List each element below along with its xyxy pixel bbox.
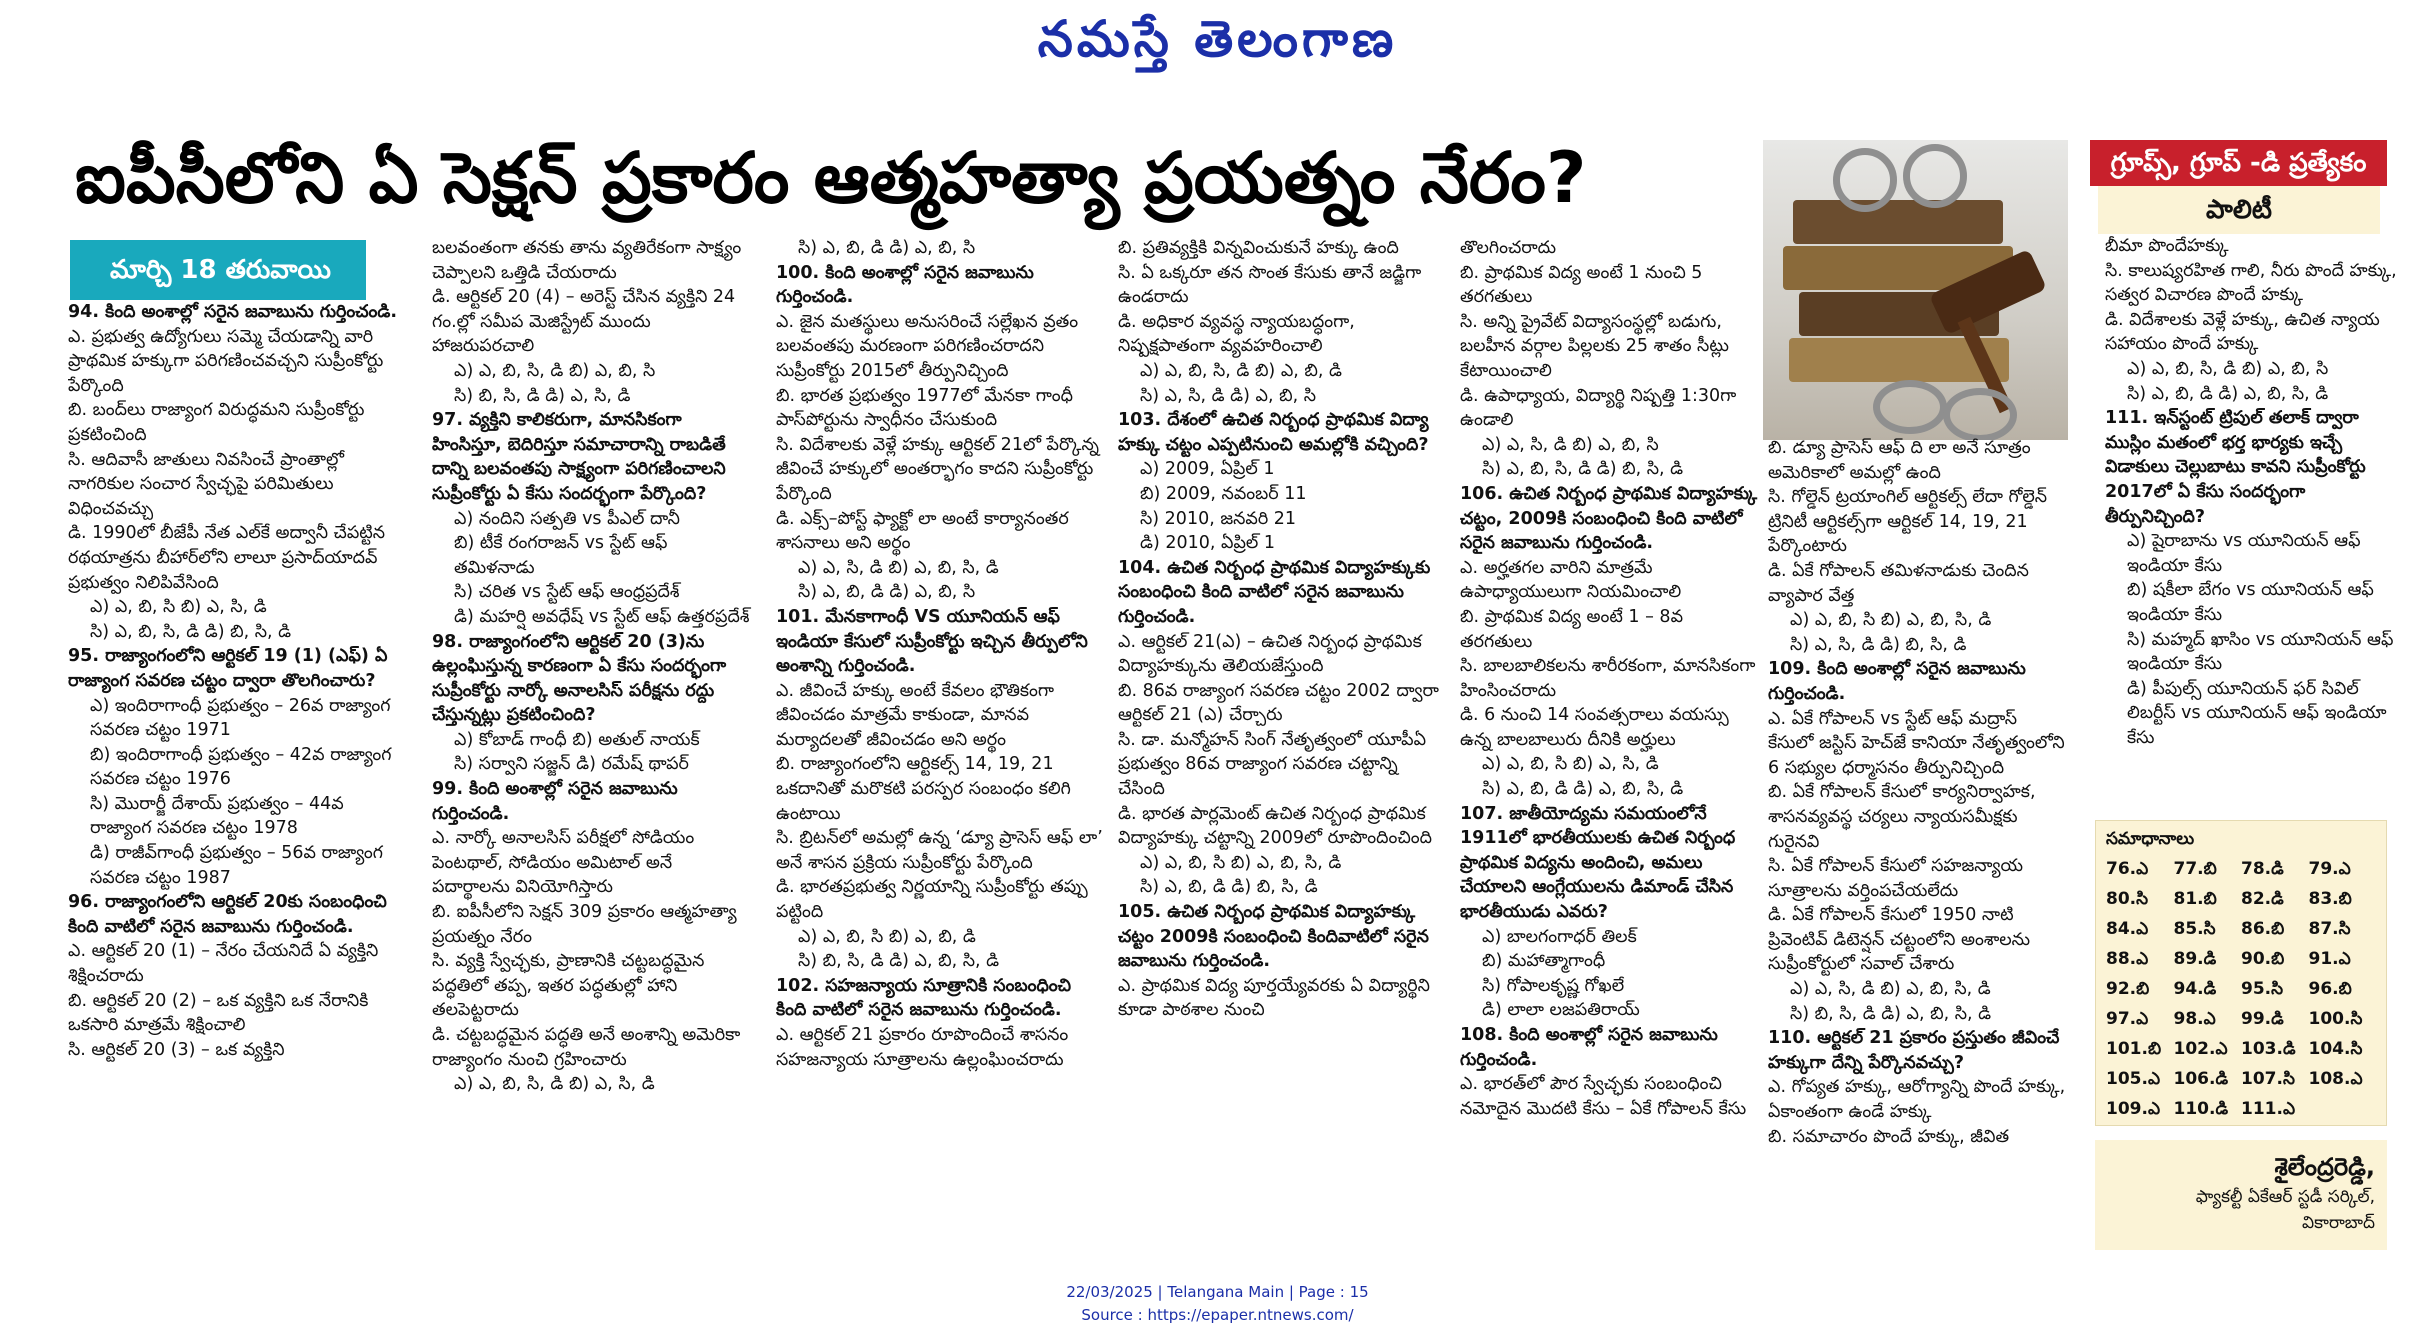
answer-option: సి) బి, సి, డి డి) ఎ, బి, సి, డి (1790, 1003, 1992, 1024)
article-headline: ఐపీసీలోని ఏ సెక్షన్ ప్రకారం ఆత్మహత్యా ప్రయత్నం నేరం? (75, 137, 1587, 219)
answer-option: సి) ఎ, సి, డి డి) బి, సి, డి (1790, 634, 1967, 655)
statement-text: బి. రాజ్యాంగంలోని ఆర్టికల్స్ 14, 19, 21 ఒకదానితో మరొకటి పరస్పర సంబంధం కలిగి ఉంటాయి (776, 754, 1071, 824)
answer-option: ఎ) ఎ, బి, సి బి) ఎ, బి, సి, డి (1790, 610, 1992, 631)
answer-key-item (2309, 1099, 2377, 1123)
answer-key-item: 78.డి (2241, 859, 2284, 879)
answer-key-item: 104.సి (2308, 1039, 2363, 1059)
statement-text: డి. చట్టబద్ధమైన పద్ధతి అనే అంశాన్ని అమెరికా రాజ్యాంగం నుంచి గ్రహించారు (432, 1025, 741, 1070)
answer-key-item: 83.బి (2308, 889, 2352, 909)
answer-key-item: 109.ఎ (2106, 1099, 2161, 1119)
answer-key-item: 111.ఎ (2241, 1099, 2296, 1119)
statement-text: బి. భారత ప్రభుత్వం 1977లో మేనకా గాంధీ పాస్‌పోర్టును స్వాధీనం చేసుకుంది (776, 385, 1073, 431)
question-text: 102. సహజన్యాయ సూత్రానికి సంబంధించి కింది వాటిలో సరైన జవాబును గుర్తించండి. (776, 975, 1072, 1021)
statement-text: సి. ఏకే గోపాలన్ కేసులో సహజన్యాయ సూత్రాలను వర్తింపచేయలేదు (1768, 856, 2023, 901)
statement-text: ఎ. ప్రభుత్వ ఉద్యోగులు సమ్మె చేయడాన్ని వారి ప్రాథమిక హక్కుగా పరిగణించవచ్చని సుప్రీంకోర్టు పేర్కొంది (68, 326, 384, 396)
statement-text: డి. 6 నుంచి 14 సంవత్సరాలు వయస్సు ఉన్న బాలబాలురు దీనికి అర్హులు (1460, 705, 1729, 750)
statement-text: ఎ. ఆర్టికల్ 21(ఎ) – ఉచిత నిర్బంధ ప్రాథమిక విద్యాహక్కును తెలియజేస్తుంది (1118, 631, 1422, 677)
question-text: 105. ఉచిత నిర్బంధ ప్రాథమిక విద్యాహక్కు చట్టం 2009కి సంబంధించి కిందివాటిలో సరైన జవాబును గుర్తించండి. (1118, 902, 1429, 972)
statement-text: ఎ. ఆర్టికల్ 20 (1) – నేరం చేయనిదే ఏ వ్యక్తిని శిక్షించరాదు (68, 941, 379, 987)
answer-option: ఎ) షైరాబాను vs యూనియన్ ఆఫ్ ఇండియా కేసు (2127, 531, 2361, 576)
answer-option: సి) బి, సి, డి డి) ఎ, బి, సి, డి (798, 951, 1000, 972)
question-text: 95. రాజ్యాంగంలోని ఆర్టికల్ 19 (1) (ఎఫ్) ఏ రాజ్యాంగ సవరణ చట్టం ద్వారా తొలగించారు? (68, 646, 388, 691)
answer-key-item: 90.బి (2241, 949, 2285, 969)
statement-text: బి. ప్రాథమిక విద్య అంటే 1 నుంచి 5 తరగతులు (1460, 262, 1703, 308)
answer-key-item: 98.ఎ (2173, 1009, 2216, 1029)
statement-text: బి. ఐపీసీలోని సెక్షన్ 309 ప్రకారం ఆత్మహత్యా ప్రయత్నం నేరం (432, 902, 737, 947)
answer-key-item: 94.డి (2173, 979, 2217, 999)
answer-option: డి) 2010, ఏప్రిల్ 1 (1140, 533, 1275, 554)
answer-option: సి) ఎ, బి, సి, డి డి) బి, సి, డి (1482, 459, 1684, 480)
answer-key-item: 101.బి (2106, 1039, 2162, 1059)
answer-option: ఎ) ఎ, బి, సి బి) ఎ, సి, డి (1482, 754, 1659, 775)
statement-text: సి. బ్రిటన్‌లో అమల్లో ఉన్న ‘డ్యూ ప్రాసెస్ ఆఫ్ లా’ అనే శాసన ప్రక్రియ సుప్రీంకోర్టు పేర్కొంది (776, 828, 1103, 873)
statement-text: డి. అధికార వ్యవస్థ న్యాయబద్ధంగా, నిష్పక్షపాతంగా వ్యవహరించాలి (1118, 311, 1355, 357)
answer-option: ఎ) ఎ, బి, సి, డి బి) ఎ, బి, సి (2127, 358, 2329, 379)
answer-option: సి) ఎ, బి, డి డి) ఎ, బి, సి (798, 582, 976, 603)
statement-text: డి. ఎక్స్–పోస్ట్ ఫ్యాక్టో లా అంటే కార్యానంతర శాసనాలు అని అర్థం (776, 508, 1069, 554)
answer-option: సి) ఎ, బి, డి డి) ఎ, బి, సి, డి (1482, 779, 1684, 800)
answer-option: ఎ) ఎ, బి, సి బి) ఎ, బి, డి (798, 926, 976, 947)
statement-text: డి. భారత పార్లమెంట్ ఉచిత నిర్బంధ ప్రాథమిక విద్యాహక్కు చట్టాన్ని 2009లో రూపొందించింది (1118, 803, 1433, 849)
handcuff-shape (1873, 380, 1947, 434)
article-column-2 (432, 236, 752, 1300)
answer-key-item: 79.ఎ (2308, 859, 2351, 879)
statement-text: సి. డా. మన్మోహన్ సింగ్ నేతృత్వంలో యూపీఏ ప్రభుత్వం 86వ రాజ్యాంగ సవరణ చట్టాన్ని చేసింది (1118, 729, 1427, 800)
article-column-6 (1768, 436, 2068, 1300)
answer-option: డి) మహర్షి అవధేష్ vs స్టేట్ ఆఫ్ ఉత్తరప్రదేశ్ (454, 606, 750, 627)
answers-title: సమాధానాలు (2106, 829, 2195, 849)
statement-text: ఎ. ఏకే గోపాలన్ vs స్టేట్ ఆఫ్ మద్రాస్ కేసులో జస్టిస్ హెచ్‌జే కానియా నేతృత్వంలోని 6 సభ్యుల ధర్మాసనం తీర్పునిచ్చింది (1768, 708, 2065, 778)
author-location: వికారాబాద్ (2302, 1213, 2375, 1233)
statement-text: బి. బంద్‌లు రాజ్యాంగ విరుద్ధమని సుప్రీంకోర్టు ప్రకటించింది (68, 400, 365, 445)
answers-box (2095, 820, 2387, 1126)
answer-key-item: 92.బి (2106, 979, 2150, 999)
answer-option: బి) షకీలా బేగం vs యూనియన్ ఆఫ్ ఇండియా కేసు (2127, 580, 2374, 625)
answer-option: ఎ) కోబాడ్ గాంధీ బి) అతుల్ నాయక్ (454, 729, 700, 750)
question-text: 106. ఉచిత నిర్బంధ ప్రాథమిక విద్యాహక్కు చట్టం, 2009కి సంబంధించి కింది వాటిలో సరైన జవాబును గుర్తించండి. (1460, 483, 1758, 554)
statement-text: బి. ప్రతివ్యక్తికి విన్నవించుకునే హక్కు ఉంది (1118, 238, 1399, 258)
answers-grid (2106, 859, 2376, 1123)
answer-option: బి) టీకే రంగరాజన్ vs స్టేట్ ఆఫ్ తమిళనాడు (454, 533, 668, 578)
author-role: ఫ్యాకల్టీ ఏకేఆర్ స్టడీ సర్కిల్, (2195, 1187, 2375, 1207)
statement-text: ఎ. గోప్యత హక్కు, ఆరోగ్యాన్ని పొందే హక్కు, ఏకాంతంగా ఉండే హక్కు (1768, 1077, 2066, 1123)
answer-option: ఎ) ఎ, సి, డి బి) ఎ, బి, సి, డి (798, 557, 999, 578)
author-box (2095, 1140, 2387, 1250)
statement-text: బలవంతంగా తనకు తాను వ్యతిరేకంగా సాక్ష్యం చెప్పాలని ఒత్తిడి చేయరాదు (432, 238, 742, 283)
question-text: 97. వ్యక్తిని కాలికరుగా, మానసికంగా హింసిస్తూ, బెదిరిస్తూ సమాచారాన్ని రాబడితే దాన్ని బలవంతపు సాక్ష్యంగా పరిగణించాలని సుప్రీంకోర్టు ఏ కేసు సందర్భంగా పేర్కొంది? (432, 410, 726, 504)
article-column-1 (68, 300, 398, 1300)
footer-source: Source : https://epaper.ntnews.com/ (1081, 1306, 1354, 1324)
answer-key-item: 82.డి (2241, 889, 2284, 909)
footer-dateline: 22/03/2025 | Telangana Main | Page : 15 (1066, 1283, 1369, 1301)
question-text: 111. ఇన్‌స్టంట్ ట్రిపుల్ తలాక్ ద్వారా ముస్లిం మతంలో భర్త భార్యకు ఇచ్చే విడాకులు చెల్లుబాటు కావని సుప్రీంకోర్టు 2017లో ఏ కేసు సందర్భంగా తీర్పునిచ్చింది? (2105, 408, 2366, 527)
statement-text: సి. వ్యక్తి స్వేచ్ఛకు, ప్రాణానికి చట్టబద్ధమైన పద్ధతిలో తప్ప, ఇతర పద్ధతుల్లో హాని తలపెట్టరాదు (432, 951, 705, 1021)
handcuff-shape (1903, 144, 1967, 208)
statement-text: సి. గోల్డెన్ ట్రయాంగిల్ ఆర్టికల్స్ లేదా గోల్డెన్ ట్రినిటీ ఆర్టికల్స్‌గా ఆర్టికల్ 14, 19, 21 పేర్కొంటారు (1768, 487, 2048, 557)
question-text: 108. కింది అంశాల్లో సరైన జవాబును గుర్తించండి. (1460, 1025, 1718, 1070)
article-column-5 (1460, 236, 1760, 1300)
statement-text: బి. ఏకే గోపాలన్ కేసులో కార్యనిర్వాహక, శాసనవ్యవస్థ చర్యలు న్యాయసమీక్షకు గురైనవి (1768, 782, 2036, 852)
newspaper-masthead: నమస్తే తెలంగాణ (1037, 9, 1398, 68)
answer-key-item: 106.డి (2173, 1069, 2229, 1089)
statement-text: బీమా పొందేహక్కు (2105, 236, 2229, 256)
statement-text: డి. ఏకే గోపాలన్ కేసులో 1950 నాటి ప్రివెంటివ్ డిటెన్షన్ చట్టంలోని అంశాలను సుప్రీంకోర్టులో సవాల్ చేశారు (1768, 905, 2031, 975)
statement-text: సి. విదేశాలకు వెళ్లే హక్కు ఆర్టికల్ 21లో పేర్కొన్న జీవించే హక్కులో అంతర్భాగం కాదని సుప్రీంకోర్టు పేర్కొంది (776, 434, 1099, 504)
answer-key-item: 95.సి (2241, 979, 2284, 999)
answer-key-item: 77.బి (2173, 859, 2217, 879)
book-shape (1793, 200, 2003, 244)
statement-text: సి. బాలబాలికలను శారీరకంగా, మానసికంగా హింసించరాదు (1460, 656, 1756, 701)
answer-option: సి) సర్వాని సజ్జన్ డి) రమేష్ థాపర్ (454, 754, 689, 775)
statement-text: డి. భారతప్రభుత్వ నిర్ణయాన్ని సుప్రీంకోర్టు తప్పు పట్టింది (776, 877, 1088, 923)
answer-option: ఎ) ఎ, బి, సి, డి బి) ఎ, బి, డి (1140, 360, 1342, 381)
answer-option: సి) ఎ, బి, డి డి) ఎ, బి, సి, డి (2127, 383, 2329, 404)
statement-text: సి. అన్ని ప్రైవేట్ విద్యాసంస్థల్లో బడుగు, బలహీన వర్గాల పిల్లలకు 25 శాతం సీట్లు కేటాయించాలి (1460, 311, 1729, 381)
answer-key-item: 110.డి (2173, 1099, 2229, 1119)
question-text: 104. ఉచిత నిర్బంధ ప్రాథమిక విద్యాహక్కుకు సంబంధించి కింది వాటిలో సరైన జవాబును గుర్తించండి. (1118, 557, 1431, 627)
question-text: 101. మేనకాగాంధీ VS యూనియన్ ఆఫ్ ఇండియా కేసులో సుప్రీంకోర్టు ఇచ్చిన తీర్పులోని అంశాన్ని గుర్తించండి. (776, 606, 1088, 677)
statement-text: తొలగించరాదు (1460, 238, 1557, 258)
answer-key-item: 103.డి (2241, 1039, 2296, 1059)
answer-option: డి) లాలా లజపతిరాయ్ (1482, 1000, 1640, 1021)
answer-option: ఎ) ఎ, బి, సి బి) ఎ, సి, డి (90, 597, 267, 618)
section-tag: మార్చి 18 తరువాయి (70, 240, 366, 300)
statement-text: సి. ఆర్టికల్ 20 (3) – ఒక వ్యక్తిని (68, 1039, 285, 1060)
statement-text: బి. ప్రాథమిక విద్య అంటే 1 – 8వ తరగతులు (1460, 606, 1684, 652)
answer-option: సి) మహ్మద్ ఖాసిం vs యూనియన్ ఆఫ్ ఇండియా కేసు (2127, 629, 2394, 675)
answer-option: ఎ) ఇందిరాగాంధీ ప్రభుత్వం – 26వ రాజ్యాంగ సవరణ చట్టం 1971 (90, 695, 391, 741)
answer-key-item: 107.సి (2241, 1069, 2295, 1089)
answer-key-item: 86.బి (2241, 919, 2285, 939)
answer-option: సి) ఎ, బి, డి డి) బి, సి, డి (1140, 877, 1318, 898)
question-text: 103. దేశంలో ఉచిత నిర్బంధ ప్రాథమిక విద్యా హక్కు చట్టం ఎప్పటినుంచి అమల్లోకి వచ్చింది? (1118, 410, 1429, 455)
statement-text: డి. విదేశాలకు వెళ్లే హక్కు, ఉచిత న్యాయ సహాయం పొందే హక్కు (2105, 309, 2380, 355)
question-text: 99. కింది అంశాల్లో సరైన జవాబును గుర్తించండి. (432, 779, 678, 824)
answer-option: సి) 2010, జనవరి 21 (1140, 508, 1297, 529)
author-name: శైలేంద్రరెడ్డి, (2274, 1153, 2375, 1181)
answer-option: సి) గోపాలకృష్ణ గోఖలే (1482, 975, 1625, 996)
answer-key-item: 100.సి (2308, 1009, 2363, 1029)
answer-option: బి) మహాత్మాగాంధీ (1482, 951, 1606, 972)
statement-text: డి. 1990లో బీజేపీ నేత ఎల్‌కే అద్వానీ చేపట్టిన రథయాత్రను బీహార్‌లోని లాలూ ప్రసాద్‌యాదవ్ ప్రభుత్వం నిలిపివేసింది (68, 523, 386, 593)
answer-option: ఎ) ఎ, బి, సి, డి బి) ఎ, సి, డి (454, 1074, 655, 1095)
answer-option: సి) బి, సి, డి డి) ఎ, సి, డి (454, 385, 631, 406)
answer-option: సి) చరిత vs స్టేట్ ఆఫ్ ఆంధ్రప్రదేశ్ (454, 582, 680, 603)
question-text: 94. కింది అంశాల్లో సరైన జవాబును గుర్తించండి. (68, 302, 398, 322)
answer-key-item: 88.ఎ (2106, 949, 2149, 969)
statement-text: డి. ఏకే గోపాలన్ తమిళనాడుకు చెందిన వ్యాపార వేత్త (1768, 560, 2029, 606)
answer-key-item: 99.డి (2241, 1009, 2284, 1029)
handcuff-shape (1833, 148, 1897, 212)
statement-text: సి. ఏ ఒక్కరూ తన సొంత కేసుకు తానే జడ్జిగా ఉండరాదు (1118, 262, 1422, 308)
article-column-7 (2105, 234, 2405, 774)
answer-option: ఎ) ఎ, బి, సి బి) ఎ, బి, సి, డి (1140, 852, 1342, 873)
question-text: 100. కింది అంశాల్లో సరైన జవాబును గుర్తించండి. (776, 262, 1034, 308)
statement-text: ఎ. ప్రాథమిక విద్య పూర్తయ్యేవరకు ఏ విద్యార్థిని కూడా పాఠశాల నుంచి (1118, 975, 1430, 1021)
statement-text: డి. ఆర్టికల్ 20 (4) – అరెస్ట్ చేసిన వ్యక్తిని 24 గం.ల్లో సమీప మెజిస్ట్రేట్ ముందు హాజరుపరచాలి (432, 287, 736, 357)
statement-text: సి. ఆదివాసీ జాతులు నివసించే ప్రాంతాల్లో నాగరికుల సంచార స్వేచ్ఛపై పరిమితులు విధించవచ్చు (68, 449, 344, 519)
statement-text: ఎ. అర్హతగల వారిని మాత్రమే ఉపాధ్యాయులుగా నియమించాలి (1460, 557, 1682, 603)
answer-key-item: 97.ఎ (2106, 1009, 2149, 1029)
question-text: 109. కింది అంశాల్లో సరైన జవాబును గుర్తించండి. (1768, 659, 2026, 704)
answer-key-item: 91.ఎ (2308, 949, 2351, 969)
statement-text: బి. ఆర్టికల్ 20 (2) – ఒక వ్యక్తిని ఒక నేరానికి ఒకసారి మాత్రమే శిక్షించాలి (68, 990, 369, 1036)
answer-option: సి) మొరార్జీ దేశాయ్ ప్రభుత్వం – 44వ రాజ్యాంగ సవరణ చట్టం 1978 (90, 793, 344, 839)
answer-key-item: 96.బి (2308, 979, 2352, 999)
page-footer (0, 1281, 2435, 1331)
statement-text: ఎ. ఆర్టికల్ 21 ప్రకారం రూపొందించే శాసనం సహజన్యాయ సూత్రాలను ఉల్లంఘించరాదు (776, 1025, 1069, 1070)
article-column-4 (1118, 236, 1448, 1300)
answer-option: బి) ఇందిరాగాంధీ ప్రభుత్వం – 42వ రాజ్యాంగ సవరణ చట్టం 1976 (90, 744, 392, 790)
handcuff-shape (1943, 388, 2017, 440)
answer-option: సి) ఎ, సి, డి డి) ఎ, బి, సి (1140, 385, 1316, 406)
answer-option: ఎ) 2009, ఏప్రిల్ 1 (1140, 459, 1275, 480)
answer-key-item: 105.ఎ (2106, 1069, 2161, 1089)
answer-option: డి) రాజీవ్‌గాంధీ ప్రభుత్వం – 56వ రాజ్యాంగ సవరణ చట్టం 1987 (90, 843, 383, 888)
answer-key-item: 81.బి (2173, 889, 2217, 909)
answer-option: బి) 2009, నవంబర్ 11 (1140, 483, 1307, 504)
law-books-gavel-photo (1763, 140, 2068, 440)
answer-option: డి) పీపుల్స్ యూనియన్ ఫర్ సివిల్ లిబర్టీస్ vs యూనియన్ ఆఫ్ ఇండియా కేసు (2127, 678, 2387, 748)
subject-header: పాలిటీ (2098, 186, 2380, 234)
statement-text: డి. ఉపాధ్యాయ, విద్యార్థి నిష్పత్తి 1:30గా ఉండాలి (1460, 385, 1737, 431)
statement-text: సి. కాలుష్యరహిత గాలి, నీరు పొందే హక్కు, సత్వర విచారణ పొందే హక్కు (2105, 260, 2397, 306)
answer-key-item: 87.సి (2308, 919, 2351, 939)
question-text: 110. ఆర్టికల్ 21 ప్రకారం ప్రస్తుతం జీవించే హక్కుగా దేన్ని పేర్కొనవచ్చు? (1768, 1028, 2060, 1073)
statement-text: బి. డ్యూ ప్రాసెస్ ఆఫ్ ది లా అనే సూత్రం అమెరికాలో అమల్లో ఉంది (1768, 438, 2031, 483)
question-text: 107. జాతీయోద్యమ సమయంలోనే 1911లో భారతీయులకు ఉచిత నిర్బంధ ప్రాథమిక విద్యను అందించి, అమలు చేయాలని ఆంగ్లేయులను డిమాండ్ చేసిన భారతీయుడు ఎవరు? (1460, 803, 1736, 923)
answer-option: సి) ఎ, బి, డి డి) ఎ, బి, సి (798, 238, 976, 258)
answer-key-item: 108.ఎ (2308, 1069, 2363, 1089)
answer-option: ఎ) నందిని సత్పతి vs పీఎల్ దానీ (454, 508, 680, 529)
question-text: 98. రాజ్యాంగంలోని ఆర్టికల్ 20 (3)ను ఉల్లంఘిస్తున్న కారణంగా ఏ కేసు సందర్భంగా సుప్రీంకోర్టు నార్కో అనాలసిస్ పరీక్షను రద్దు చేస్తున్నట్లు ప్రకటించింది? (432, 631, 727, 726)
article-column-3 (776, 236, 1106, 1300)
answer-option: ఎ) ఎ, సి, డి బి) ఎ, బి, సి, డి (1790, 979, 1991, 1000)
statement-text: ఎ. నార్కో అనాలసిస్ పరీక్షలో సోడియం పెంటథాల్, సోడియం అమిటాల్ అనే పదార్థాలను వినియోగిస్తారు (432, 828, 695, 898)
statement-text: ఎ. జీవించే హక్కు అంటే కేవలం భౌతికంగా జీవించడం మాత్రమే కాకుండా, మానవ మర్యాదలతో జీవించడం అని అర్థం (776, 680, 1055, 750)
answer-option: సి) ఎ, బి, సి, డి డి) బి, సి, డి (90, 621, 292, 642)
answer-option: ఎ) బాలగంగాధర్ తిలక్ (1482, 926, 1637, 947)
answer-key-item: 84.ఎ (2106, 919, 2149, 939)
series-header: గ్రూప్స్, గ్రూప్ -డి ప్రత్యేకం (2090, 140, 2387, 186)
answer-key-item: 89.డి (2173, 949, 2217, 969)
answer-option: ఎ) ఎ, సి, డి బి) ఎ, బి, సి (1482, 434, 1659, 455)
answer-option: ఎ) ఎ, బి, సి, డి బి) ఎ, బి, సి (454, 360, 656, 381)
answer-key-item: 102.ఎ (2173, 1039, 2228, 1059)
statement-text: ఎ. జైన మతస్థులు అనుసరించే సల్లేఖన వ్రతం బలవంతపు మరణంగా పరిగణించరాదని సుప్రీంకోర్టు 2015లో తీర్పునిచ్చింది (776, 311, 1079, 381)
statement-text: బి. 86వ రాజ్యాంగ సవరణ చట్టం 2002 ద్వారా ఆర్టికల్ 21 (ఎ) చేర్చారు (1118, 680, 1439, 726)
statement-text: బి. సమాచారం పొందే హక్కు, జీవిత (1768, 1126, 2010, 1147)
answer-key-item: 80.సి (2106, 889, 2149, 909)
answer-key-item: 76.ఎ (2106, 859, 2149, 879)
question-text: 96. రాజ్యాంగంలోని ఆర్టికల్ 20కు సంబంధించి కింది వాటిలో సరైన జవాబును గుర్తించండి. (68, 892, 387, 937)
answer-key-item: 85.సి (2173, 919, 2216, 939)
statement-text: ఎ. భారత్‌లో పౌర స్వేచ్ఛకు సంబంధించి నమోదైన మొదటి కేసు – ఏకే గోపాలన్ కేసు (1460, 1074, 1747, 1119)
